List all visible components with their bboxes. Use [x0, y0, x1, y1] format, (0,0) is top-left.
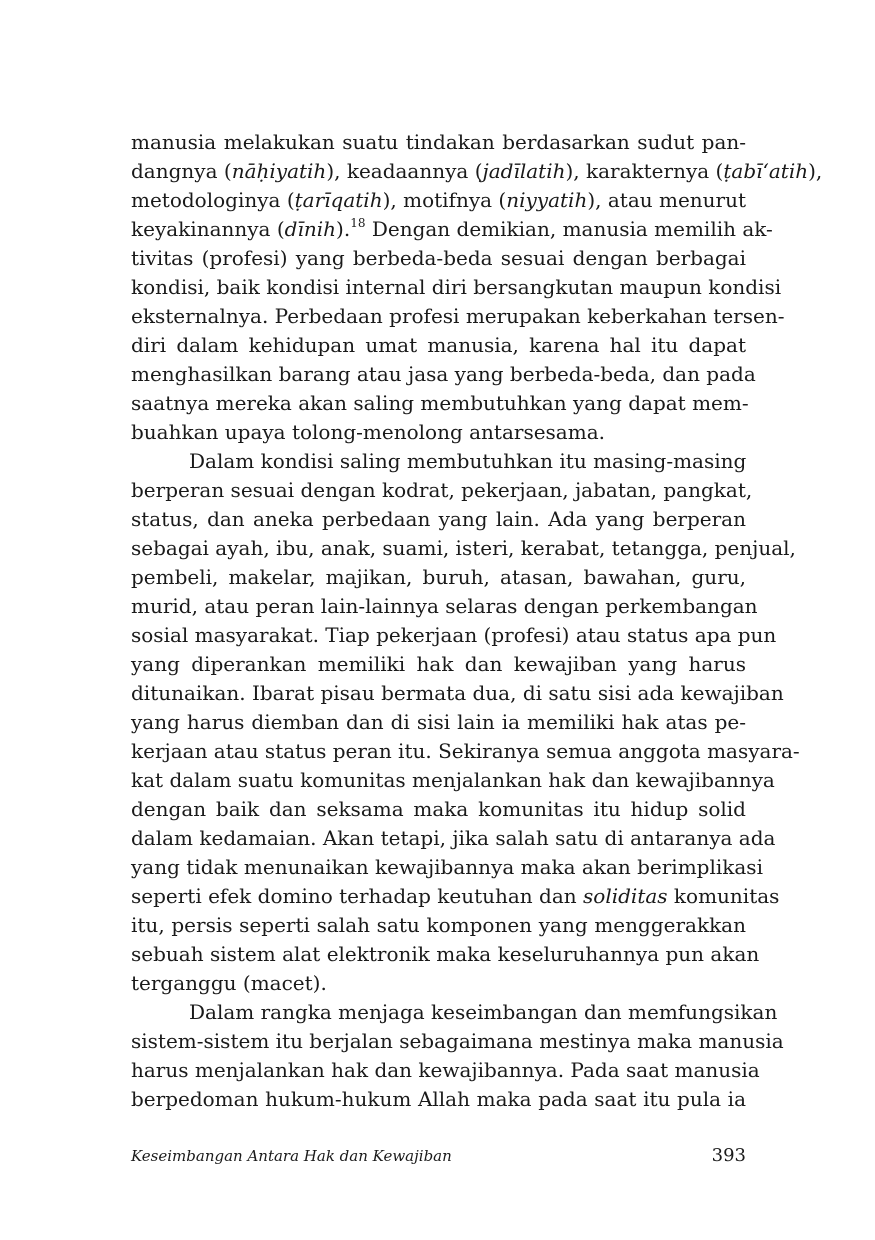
text-run: buahkan upaya tolong-menolong antarsesama. — [131, 420, 605, 444]
text-line — [131, 737, 800, 766]
text-line — [131, 795, 746, 824]
page-number: 393 — [711, 1145, 746, 1166]
text-line — [131, 128, 746, 157]
text-run: eksternalnya. Perbedaan profesi merupakan keberkahan tersen- — [131, 304, 785, 328]
text-line — [131, 766, 775, 795]
text-run: ditunaikan. Ibarat pisau bermata dua, di satu sisi ada kewajiban — [131, 681, 784, 705]
text-line — [131, 157, 823, 186]
text-line — [131, 853, 763, 882]
text-run: diri dalam kehidupan umat manusia, karena hal itu dapat — [131, 333, 746, 357]
page-footer — [131, 1147, 746, 1173]
text-line — [131, 882, 780, 911]
italic-term: jadīlatih — [482, 159, 566, 183]
text-run: Dalam rangka menjaga keseimbangan dan memfungsikan — [189, 1000, 778, 1024]
text-line — [131, 360, 756, 389]
text-run: sebuah sistem alat elektronik maka keseluruhannya pun akan — [131, 942, 760, 966]
text-line — [131, 447, 746, 476]
text-run: yang tidak menunaikan kewajibannya maka akan berimplikasi — [131, 855, 763, 879]
text-line — [131, 679, 784, 708]
paragraph — [131, 447, 800, 998]
text-run: terganggu (macet). — [131, 971, 327, 995]
text-run: kerjaan atau status peran itu. Sekiranya semua anggota masyara- — [131, 739, 800, 763]
text-run: dangnya ( — [131, 159, 232, 183]
text-run: status, dan aneka perbedaan yang lain. Ada yang berperan — [131, 507, 746, 531]
text-run: dengan baik dan seksama maka komunitas itu hidup solid — [131, 797, 746, 821]
text-run: ), atau menurut — [587, 188, 747, 212]
text-line — [131, 302, 785, 331]
text-line — [131, 186, 746, 215]
text-run: ). — [336, 217, 351, 241]
text-line — [131, 505, 746, 534]
text-run: menghasilkan barang atau jasa yang berbeda-beda, dan pada — [131, 362, 756, 386]
text-line — [131, 592, 758, 621]
text-line — [131, 331, 746, 360]
italic-term: soliditas — [583, 884, 668, 908]
text-line — [131, 708, 746, 737]
text-line — [131, 650, 746, 679]
text-line — [131, 273, 782, 302]
italic-term: dīnih — [284, 217, 337, 241]
text-run: komunitas — [667, 884, 780, 908]
footnote-ref: 18 — [350, 216, 366, 230]
running-title: Keseimbangan Antara Hak dan Kewajiban — [131, 1147, 452, 1165]
text-line — [131, 1056, 760, 1085]
text-run: sebagai ayah, ibu, anak, suami, isteri, kerabat, tetangga, penjual, — [131, 536, 796, 560]
text-run: seperti efek domino terhadap keutuhan dan — [131, 884, 584, 908]
text-run: Dengan demikian, manusia memilih ak- — [365, 217, 773, 241]
text-run: berperan sesuai dengan kodrat, pekerjaan, jabatan, pangkat, — [131, 478, 753, 502]
italic-term: niyyatih — [506, 188, 588, 212]
text-run: metodologinya ( — [131, 188, 295, 212]
text-line — [131, 1027, 784, 1056]
text-run: sistem-sistem itu berjalan sebagaimana mestinya maka manusia — [131, 1029, 784, 1053]
text-line — [131, 969, 746, 998]
text-run: yang harus diemban dan di sisi lain ia memiliki hak atas pe- — [131, 710, 746, 734]
text-run: pembeli, makelar, majikan, buruh, atasan, bawahan, guru, — [131, 565, 746, 589]
text-line — [131, 563, 746, 592]
text-line — [131, 824, 776, 853]
text-line — [131, 476, 753, 505]
text-line — [131, 215, 773, 244]
text-line — [131, 998, 778, 1027]
text-run: dalam kedamaian. Akan tetapi, jika salah satu di antaranya ada — [131, 826, 776, 850]
text-line — [131, 911, 746, 940]
text-run: murid, atau peran lain-lainnya selaras dengan perkembangan — [131, 594, 758, 618]
text-run: tivitas (profesi) yang berbeda-beda sesuai dengan berbagai — [131, 246, 746, 270]
paragraph — [131, 128, 823, 447]
text-line — [131, 418, 746, 447]
text-run: berpedoman hukum-hukum Allah maka pada saat itu pula ia — [131, 1087, 746, 1111]
text-run: ), motifnya ( — [382, 188, 507, 212]
italic-term: ṭabī‘atih — [723, 159, 809, 183]
text-run: saatnya mereka akan saling membutuhkan yang dapat mem- — [131, 391, 749, 415]
text-line — [131, 244, 746, 273]
text-run: ), karakternya ( — [565, 159, 724, 183]
text-line — [131, 621, 777, 650]
text-run: sosial masyarakat. Tiap pekerjaan (profesi) atau status apa pun — [131, 623, 777, 647]
text-line — [131, 1085, 746, 1114]
text-run: harus menjalankan hak dan kewajibannya. Pada saat manusia — [131, 1058, 760, 1082]
text-line — [131, 534, 796, 563]
text-run: Dalam kondisi saling membutuhkan itu masing-masing — [189, 449, 747, 473]
text-run: ), — [808, 159, 823, 183]
text-run: kondisi, baik kondisi internal diri bersangkutan maupun kondisi — [131, 275, 782, 299]
text-run: kat dalam suatu komunitas menjalankan hak dan kewajibannya — [131, 768, 775, 792]
italic-term: ṭarīqatih — [294, 188, 383, 212]
text-line — [131, 389, 749, 418]
body-text — [131, 128, 823, 1114]
italic-term: nāḥiyatih — [231, 159, 327, 183]
text-run: keyakinannya ( — [131, 217, 285, 241]
paragraph — [131, 998, 784, 1114]
text-run: yang diperankan memiliki hak dan kewajiban yang harus — [131, 652, 746, 676]
text-line — [131, 940, 760, 969]
text-run: manusia melakukan suatu tindakan berdasarkan sudut pan- — [131, 130, 746, 154]
text-run: ), keadaannya ( — [326, 159, 483, 183]
text-run: itu, persis seperti salah satu komponen yang menggerakkan — [131, 913, 746, 937]
